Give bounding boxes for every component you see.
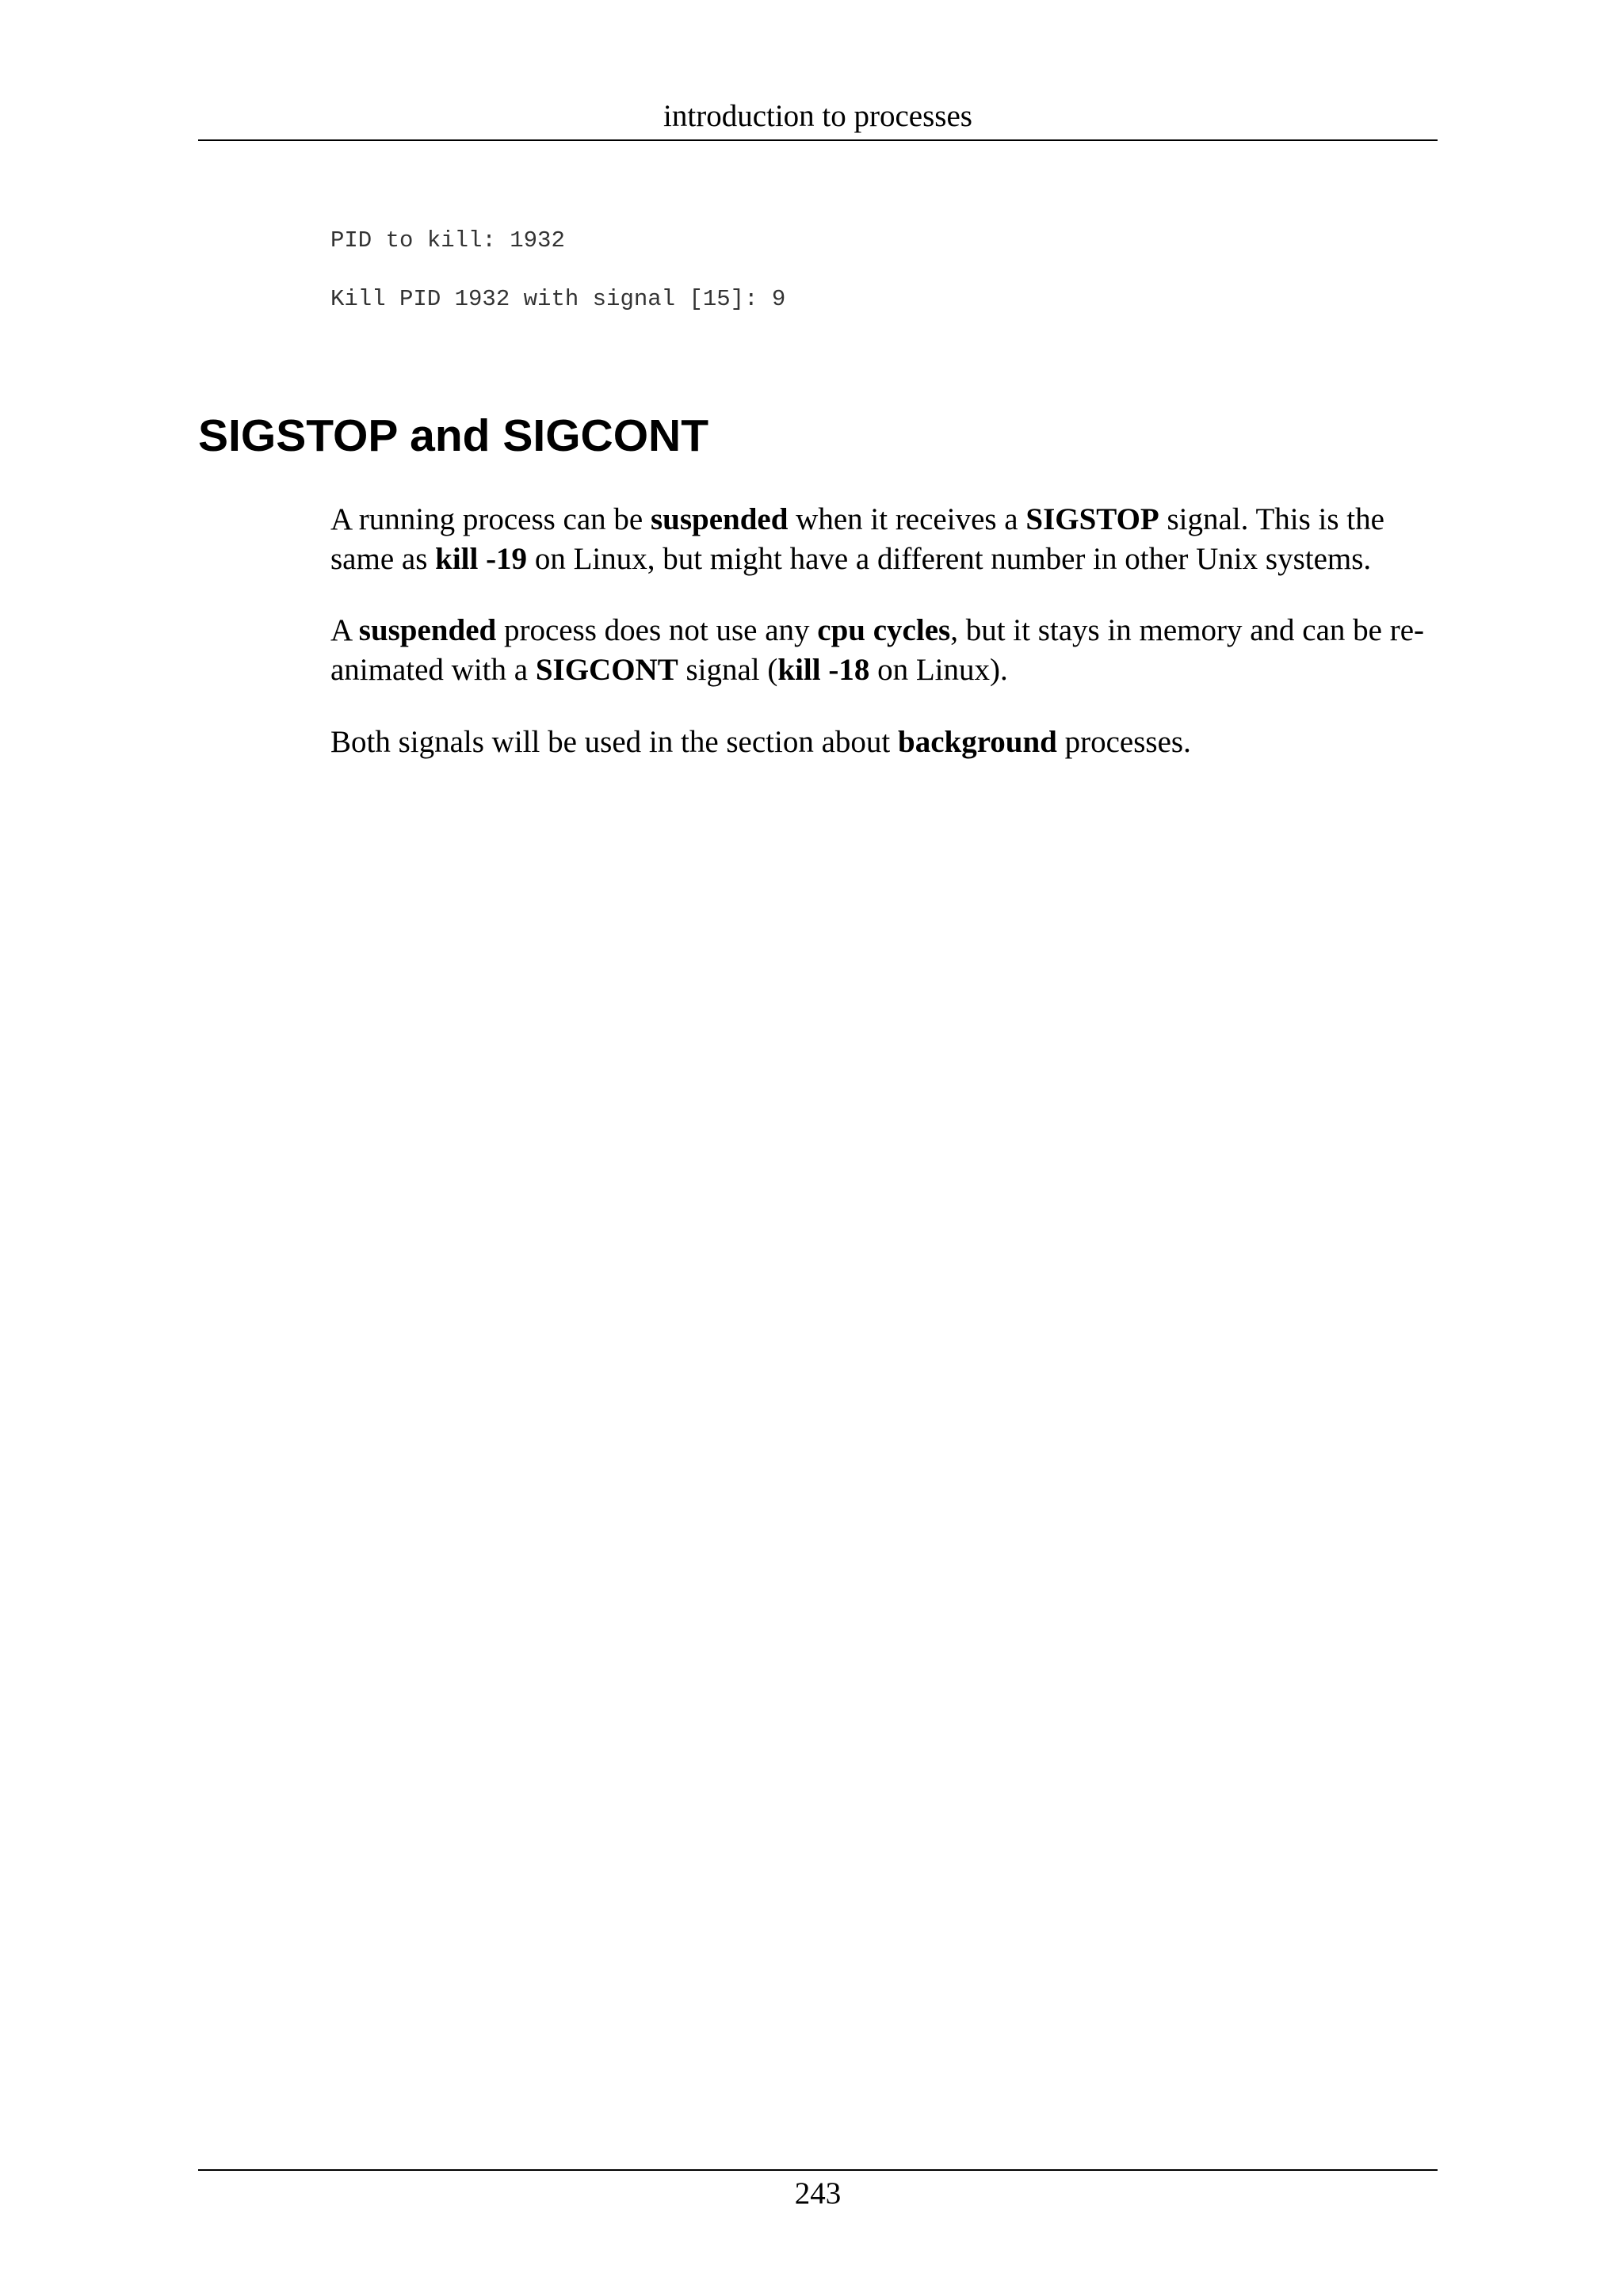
text-run: on Linux, but might have a different number in other Unix systems. [527,542,1372,576]
bold-term: kill -18 [777,653,870,687]
text-run: A [330,613,359,647]
bold-term: kill -19 [435,542,528,576]
bold-term: suspended [358,613,497,647]
code-line-pid-prompt: PID to kill: 1932 [330,227,565,254]
bold-term: cpu cycles [817,613,951,647]
text-run: signal. This is the same as [330,502,1384,576]
running-title: introduction to processes [663,99,972,133]
paragraph-sigstop [330,500,1440,579]
bold-term: SIGSTOP [1025,502,1159,536]
page-footer [198,2169,1438,2217]
text-run: A running process can be [330,502,651,536]
bold-term: background [898,725,1057,759]
paragraph-background [330,723,1440,762]
text-run: processes. [1056,725,1191,759]
text-run: Both signals will be used in the section about [330,725,898,759]
text-run: on Linux). [869,653,1008,687]
running-header [198,93,1438,141]
paragraph-suspended [330,611,1440,690]
text-run: when it receives a [788,502,1026,536]
code-line-kill-signal: Kill PID 1932 with signal [15]: 9 [330,286,786,312]
text-run: , but it stays in memory and can be re-animated with a [330,613,1425,687]
bold-term: SIGCONT [535,653,678,687]
section-heading: SIGSTOP and SIGCONT [198,410,709,461]
page-number: 243 [794,2176,842,2210]
text-run: signal ( [678,653,778,687]
bold-term: suspended [650,502,789,536]
text-run: process does not use any [496,613,818,647]
